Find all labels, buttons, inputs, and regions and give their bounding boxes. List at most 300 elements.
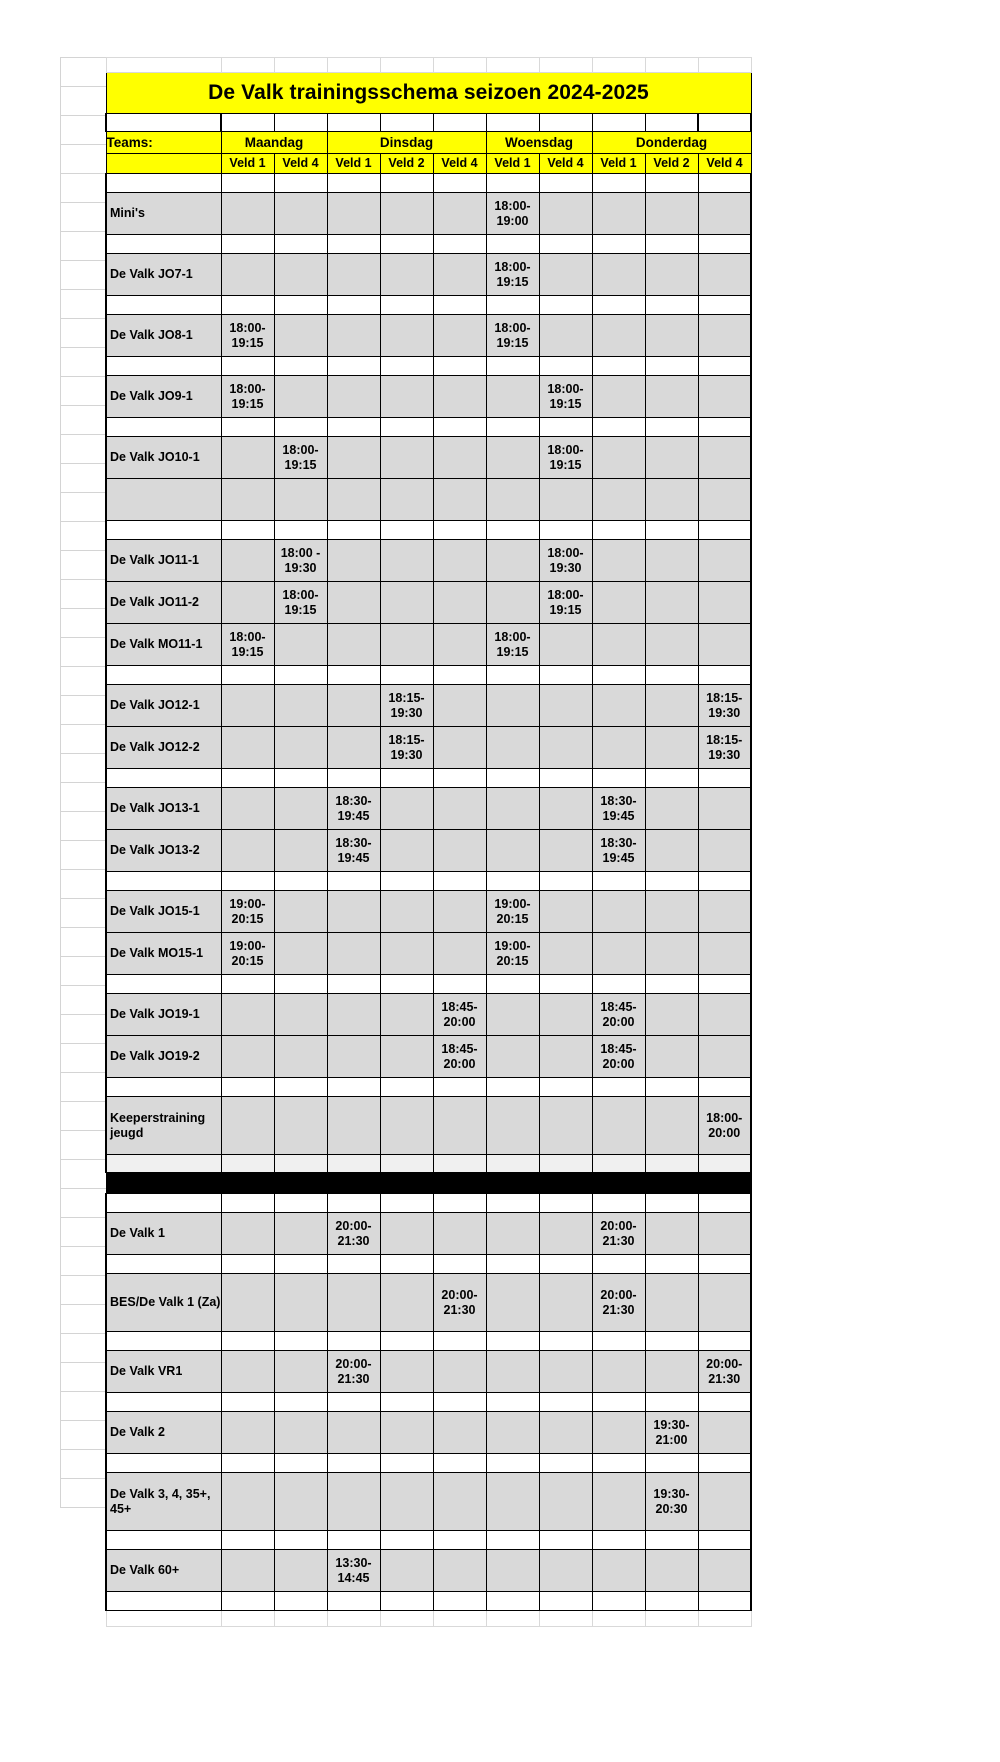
empty-slot-cell[interactable] [539, 1550, 592, 1592]
empty-slot-cell[interactable] [486, 479, 539, 521]
empty-slot-cell[interactable] [221, 1097, 274, 1155]
empty-slot-cell[interactable] [645, 933, 698, 975]
empty-slot-cell[interactable] [380, 1097, 433, 1155]
training-slot-cell[interactable] [327, 830, 380, 872]
empty-slot-cell[interactable] [486, 437, 539, 479]
empty-slot-cell[interactable] [327, 193, 380, 235]
empty-slot-cell[interactable] [698, 193, 751, 235]
empty-slot-cell[interactable] [486, 1036, 539, 1078]
empty-slot-cell[interactable] [486, 830, 539, 872]
empty-slot-cell[interactable] [645, 891, 698, 933]
empty-slot-cell[interactable] [539, 315, 592, 357]
empty-slot-cell[interactable] [274, 193, 327, 235]
empty-slot-cell[interactable] [274, 376, 327, 418]
table-row[interactable] [106, 891, 751, 933]
empty-slot-cell[interactable] [380, 376, 433, 418]
empty-slot-cell[interactable] [327, 1473, 380, 1531]
empty-slot-cell[interactable] [327, 479, 380, 521]
empty-slot-cell[interactable] [433, 315, 486, 357]
empty-slot-cell[interactable] [698, 254, 751, 296]
empty-slot-cell[interactable] [274, 479, 327, 521]
empty-slot-cell[interactable] [327, 994, 380, 1036]
empty-slot-cell[interactable] [433, 479, 486, 521]
empty-slot-cell[interactable] [645, 437, 698, 479]
empty-slot-cell[interactable] [221, 437, 274, 479]
empty-slot-cell[interactable] [698, 891, 751, 933]
empty-slot-cell[interactable] [592, 933, 645, 975]
empty-slot-cell[interactable] [539, 933, 592, 975]
empty-slot-cell[interactable] [698, 1412, 751, 1454]
empty-slot-cell[interactable] [221, 1213, 274, 1255]
empty-slot-cell[interactable] [380, 830, 433, 872]
spacer-cell [486, 1078, 539, 1097]
empty-slot-cell[interactable] [274, 624, 327, 666]
table-row[interactable] [106, 830, 751, 872]
training-slot-cell[interactable] [698, 1351, 751, 1393]
empty-slot-cell[interactable] [592, 376, 645, 418]
empty-slot-cell[interactable] [645, 685, 698, 727]
empty-slot-cell[interactable] [380, 479, 433, 521]
empty-slot-cell[interactable] [433, 891, 486, 933]
empty-slot-cell[interactable] [274, 254, 327, 296]
spacer-row [106, 357, 751, 376]
training-slot-cell[interactable] [221, 624, 274, 666]
empty-slot-cell[interactable] [327, 1412, 380, 1454]
empty-slot-cell[interactable] [486, 540, 539, 582]
empty-slot-cell[interactable] [645, 727, 698, 769]
empty-slot-cell[interactable] [380, 540, 433, 582]
empty-slot-cell[interactable] [486, 1473, 539, 1531]
empty-slot-cell[interactable] [645, 1351, 698, 1393]
table-row[interactable] [106, 1097, 751, 1155]
training-slot-cell[interactable] [539, 582, 592, 624]
spacer-cell [327, 521, 380, 540]
empty-slot-cell[interactable] [698, 994, 751, 1036]
empty-slot-cell[interactable] [433, 933, 486, 975]
empty-slot-cell[interactable] [327, 891, 380, 933]
table-row[interactable] [106, 254, 751, 296]
empty-slot-cell[interactable] [698, 1550, 751, 1592]
slot-start-time: 18:45- [600, 1041, 637, 1056]
empty-slot-cell[interactable] [433, 582, 486, 624]
empty-slot-cell[interactable] [539, 788, 592, 830]
spacer-cell [274, 975, 327, 994]
table-row[interactable] [106, 1473, 751, 1531]
table-row[interactable] [106, 727, 751, 769]
training-slot-cell[interactable] [486, 254, 539, 296]
empty-slot-cell[interactable] [486, 685, 539, 727]
empty-slot-cell[interactable] [327, 933, 380, 975]
empty-slot-cell[interactable] [645, 830, 698, 872]
spacer-cell [486, 357, 539, 376]
gutter-row [61, 754, 106, 783]
empty-slot-cell[interactable] [645, 1097, 698, 1155]
empty-slot-cell[interactable] [539, 624, 592, 666]
training-slot-cell[interactable] [486, 193, 539, 235]
empty-slot-cell[interactable] [274, 727, 327, 769]
empty-slot-cell[interactable] [327, 315, 380, 357]
empty-slot-cell[interactable] [539, 1213, 592, 1255]
empty-slot-cell[interactable] [327, 1274, 380, 1332]
empty-slot-cell[interactable] [645, 582, 698, 624]
empty-slot-cell[interactable] [539, 891, 592, 933]
empty-slot-cell[interactable] [433, 1097, 486, 1155]
training-slot-cell[interactable] [221, 315, 274, 357]
empty-slot-cell[interactable] [592, 540, 645, 582]
training-slot-cell[interactable] [592, 1036, 645, 1078]
table-row[interactable] [106, 788, 751, 830]
empty-slot-cell[interactable] [433, 193, 486, 235]
empty-slot-cell[interactable] [274, 1351, 327, 1393]
spacer-cell [327, 1194, 380, 1213]
empty-slot-cell[interactable] [592, 254, 645, 296]
training-slot-cell[interactable] [539, 540, 592, 582]
training-slot-cell[interactable] [592, 788, 645, 830]
slot-end-time: 21:30 [602, 1302, 635, 1317]
pale-cell [433, 1155, 486, 1173]
empty-slot-cell[interactable] [433, 437, 486, 479]
empty-slot-cell[interactable] [433, 376, 486, 418]
empty-slot-cell[interactable] [327, 540, 380, 582]
table-row[interactable] [106, 479, 751, 521]
spacer-cell [539, 1592, 592, 1611]
training-slot-cell[interactable] [327, 1213, 380, 1255]
slot-end-time: 20:00 [602, 1014, 635, 1029]
table-row[interactable] [106, 1274, 751, 1332]
training-slot-cell[interactable] [433, 1036, 486, 1078]
empty-slot-cell[interactable] [327, 1097, 380, 1155]
team-name-cell: De Valk JO12-2 [106, 727, 221, 769]
training-slot-cell[interactable] [698, 1097, 751, 1155]
empty-slot-cell[interactable] [380, 1550, 433, 1592]
empty-slot-cell[interactable] [380, 1274, 433, 1332]
training-slot-cell[interactable] [274, 582, 327, 624]
empty-slot-cell[interactable] [539, 1351, 592, 1393]
empty-slot-cell[interactable] [486, 1550, 539, 1592]
spacer-cell [106, 1531, 221, 1550]
empty-slot-cell[interactable] [274, 1550, 327, 1592]
spacer-cell [274, 418, 327, 437]
empty-slot-cell[interactable] [592, 1351, 645, 1393]
gutter-row [61, 1450, 106, 1479]
training-slot-cell[interactable] [486, 933, 539, 975]
slot-end-time: 19:30 [708, 705, 741, 720]
empty-slot-cell[interactable] [645, 1213, 698, 1255]
training-slot-cell[interactable] [327, 788, 380, 830]
spacer-cell [106, 1332, 221, 1351]
empty-slot-cell[interactable] [698, 540, 751, 582]
empty-slot-cell[interactable] [221, 685, 274, 727]
table-row[interactable] [106, 1412, 751, 1454]
training-slot-cell[interactable] [645, 1473, 698, 1531]
empty-slot-cell[interactable] [327, 727, 380, 769]
empty-slot-cell[interactable] [274, 788, 327, 830]
empty-slot-cell[interactable] [380, 1412, 433, 1454]
slot-start-time: 18:45- [600, 999, 637, 1014]
empty-slot-cell[interactable] [274, 994, 327, 1036]
empty-slot-cell[interactable] [327, 685, 380, 727]
empty-slot-cell[interactable] [433, 788, 486, 830]
table-row[interactable] [106, 994, 751, 1036]
empty-slot-cell[interactable] [380, 582, 433, 624]
empty-slot-cell[interactable] [433, 1351, 486, 1393]
empty-slot-cell[interactable] [539, 1097, 592, 1155]
empty-slot-cell[interactable] [539, 1412, 592, 1454]
empty-slot-cell[interactable] [274, 1412, 327, 1454]
table-row[interactable] [106, 437, 751, 479]
training-slot-cell[interactable] [433, 994, 486, 1036]
training-slot-cell[interactable] [221, 376, 274, 418]
empty-slot-cell[interactable] [539, 994, 592, 1036]
empty-slot-cell[interactable] [274, 830, 327, 872]
empty-slot-cell[interactable] [380, 1351, 433, 1393]
empty-slot-cell[interactable] [645, 1550, 698, 1592]
empty-slot-cell[interactable] [539, 1274, 592, 1332]
table-row[interactable] [106, 624, 751, 666]
training-slot-cell[interactable] [380, 685, 433, 727]
spacer-cell [380, 1531, 433, 1550]
empty-slot-cell[interactable] [433, 1213, 486, 1255]
empty-slot-cell[interactable] [486, 727, 539, 769]
empty-slot-cell[interactable] [221, 788, 274, 830]
training-slot-cell[interactable] [698, 727, 751, 769]
table-row[interactable] [106, 1036, 751, 1078]
spacer-row [106, 769, 751, 788]
spacer-cell [274, 666, 327, 685]
empty-slot-cell[interactable] [221, 1473, 274, 1531]
empty-slot-cell[interactable] [698, 933, 751, 975]
empty-slot-cell[interactable] [433, 830, 486, 872]
empty-slot-cell[interactable] [698, 1213, 751, 1255]
empty-slot-cell[interactable] [221, 1351, 274, 1393]
training-slot-cell[interactable] [592, 994, 645, 1036]
empty-slot-cell[interactable] [486, 1274, 539, 1332]
empty-slot-cell[interactable] [539, 193, 592, 235]
slot-start-time: 18:30- [335, 793, 372, 808]
empty-slot-cell[interactable] [539, 1473, 592, 1531]
empty-slot-cell[interactable] [592, 1550, 645, 1592]
empty-slot-cell[interactable] [274, 1274, 327, 1332]
training-slot-cell[interactable] [274, 540, 327, 582]
training-slot-cell[interactable] [380, 727, 433, 769]
empty-slot-cell[interactable] [592, 1473, 645, 1531]
empty-slot-cell[interactable] [592, 193, 645, 235]
spacer-cell [380, 975, 433, 994]
training-slot-cell[interactable] [221, 933, 274, 975]
team-name-cell: De Valk VR1 [106, 1351, 221, 1393]
table-row[interactable] [106, 193, 751, 235]
slot-start-time: 18:15- [388, 732, 425, 747]
table-row[interactable] [106, 685, 751, 727]
table-row[interactable] [106, 582, 751, 624]
empty-slot-cell[interactable] [698, 624, 751, 666]
table-row[interactable] [106, 933, 751, 975]
empty-slot-cell[interactable] [698, 437, 751, 479]
empty-slot-cell[interactable] [539, 685, 592, 727]
empty-slot-cell[interactable] [274, 315, 327, 357]
empty-slot-cell[interactable] [592, 315, 645, 357]
spacer-cell [698, 1255, 751, 1274]
empty-slot-cell[interactable] [645, 193, 698, 235]
empty-slot-cell[interactable] [698, 1473, 751, 1531]
spacer-row [106, 1393, 751, 1412]
empty-slot-cell[interactable] [327, 376, 380, 418]
empty-slot-cell[interactable] [221, 1412, 274, 1454]
empty-slot-cell[interactable] [592, 1412, 645, 1454]
empty-slot-cell[interactable] [539, 1036, 592, 1078]
empty-slot-cell[interactable] [592, 727, 645, 769]
empty-slot-cell[interactable] [645, 376, 698, 418]
training-slot-cell[interactable] [592, 1274, 645, 1332]
training-slot-cell[interactable] [645, 1412, 698, 1454]
spacer-cell [486, 1454, 539, 1473]
empty-slot-cell[interactable] [645, 994, 698, 1036]
empty-slot-cell[interactable] [380, 193, 433, 235]
spacer-cell [221, 1078, 274, 1097]
table-row[interactable] [106, 376, 751, 418]
empty-slot-cell[interactable] [698, 582, 751, 624]
empty-slot-cell[interactable] [274, 1213, 327, 1255]
empty-slot-cell[interactable] [592, 582, 645, 624]
empty-slot-cell[interactable] [327, 254, 380, 296]
empty-slot-cell[interactable] [221, 254, 274, 296]
training-slot-cell[interactable] [592, 1213, 645, 1255]
empty-slot-cell[interactable] [433, 1412, 486, 1454]
empty-slot-cell[interactable] [221, 479, 274, 521]
table-row[interactable] [106, 315, 751, 357]
empty-slot-cell[interactable] [645, 479, 698, 521]
empty-slot-cell[interactable] [645, 315, 698, 357]
empty-slot-cell[interactable] [539, 727, 592, 769]
empty-slot-cell[interactable] [698, 788, 751, 830]
training-slot-cell[interactable] [486, 891, 539, 933]
training-slot-cell[interactable] [486, 315, 539, 357]
table-row[interactable] [106, 540, 751, 582]
empty-slot-cell[interactable] [433, 1473, 486, 1531]
empty-slot-cell[interactable] [221, 1036, 274, 1078]
training-slot-cell[interactable] [592, 830, 645, 872]
empty-slot-cell[interactable] [380, 994, 433, 1036]
table-row[interactable] [106, 1213, 751, 1255]
empty-slot-cell[interactable] [698, 1274, 751, 1332]
empty-slot-cell[interactable] [698, 1036, 751, 1078]
empty-slot-cell[interactable] [645, 540, 698, 582]
training-slot-cell[interactable] [433, 1274, 486, 1332]
empty-slot-cell[interactable] [221, 582, 274, 624]
empty-slot-cell[interactable] [645, 254, 698, 296]
training-slot-cell[interactable] [274, 437, 327, 479]
field-header-cell: Veld 1 [221, 154, 274, 174]
empty-slot-cell[interactable] [592, 624, 645, 666]
empty-slot-cell[interactable] [380, 933, 433, 975]
empty-slot-cell[interactable] [592, 891, 645, 933]
table-row[interactable] [106, 1351, 751, 1393]
empty-slot-cell[interactable] [221, 994, 274, 1036]
empty-slot-cell[interactable] [486, 994, 539, 1036]
empty-slot-cell[interactable] [274, 1097, 327, 1155]
empty-slot-cell[interactable] [380, 624, 433, 666]
empty-slot-cell[interactable] [592, 479, 645, 521]
empty-slot-cell[interactable] [433, 727, 486, 769]
empty-slot-cell[interactable] [221, 193, 274, 235]
empty-slot-cell[interactable] [486, 788, 539, 830]
spacer-cell [327, 235, 380, 254]
empty-slot-cell[interactable] [380, 891, 433, 933]
empty-slot-cell[interactable] [433, 685, 486, 727]
empty-slot-cell[interactable] [380, 1473, 433, 1531]
training-slot-cell[interactable] [486, 624, 539, 666]
empty-slot-cell[interactable] [486, 1213, 539, 1255]
empty-slot-cell[interactable] [327, 624, 380, 666]
empty-slot-cell[interactable] [698, 376, 751, 418]
empty-slot-cell[interactable] [221, 727, 274, 769]
empty-slot-cell[interactable] [486, 582, 539, 624]
empty-slot-cell[interactable] [645, 1274, 698, 1332]
empty-slot-cell[interactable] [645, 788, 698, 830]
empty-slot-cell[interactable] [274, 933, 327, 975]
empty-slot-cell[interactable] [645, 624, 698, 666]
spacer-cell [433, 235, 486, 254]
empty-slot-cell[interactable] [539, 479, 592, 521]
field-header-cell: Veld 2 [380, 154, 433, 174]
training-slot-cell[interactable] [327, 1550, 380, 1592]
empty-slot-cell[interactable] [380, 254, 433, 296]
empty-slot-cell[interactable] [274, 685, 327, 727]
training-slot-cell[interactable] [221, 891, 274, 933]
empty-slot-cell[interactable] [380, 1036, 433, 1078]
empty-slot-cell[interactable] [433, 540, 486, 582]
empty-slot-cell[interactable] [380, 437, 433, 479]
empty-slot-cell[interactable] [221, 1550, 274, 1592]
empty-slot-cell[interactable] [274, 891, 327, 933]
empty-slot-cell[interactable] [539, 254, 592, 296]
empty-slot-cell[interactable] [327, 1036, 380, 1078]
empty-slot-cell[interactable] [221, 1274, 274, 1332]
empty-slot-cell[interactable] [433, 624, 486, 666]
empty-slot-cell[interactable] [433, 1550, 486, 1592]
empty-slot-cell[interactable] [486, 376, 539, 418]
empty-slot-cell[interactable] [698, 315, 751, 357]
empty-slot-cell[interactable] [592, 1097, 645, 1155]
empty-slot-cell[interactable] [486, 1412, 539, 1454]
empty-slot-cell[interactable] [486, 1097, 539, 1155]
empty-slot-cell[interactable] [433, 254, 486, 296]
empty-slot-cell[interactable] [274, 1473, 327, 1531]
empty-slot-cell[interactable] [539, 830, 592, 872]
empty-slot-cell[interactable] [698, 830, 751, 872]
empty-slot-cell[interactable] [327, 582, 380, 624]
training-slot-cell[interactable] [698, 685, 751, 727]
empty-slot-cell[interactable] [380, 788, 433, 830]
sheet-cell [106, 1611, 221, 1627]
training-slot-cell[interactable] [539, 376, 592, 418]
empty-slot-cell[interactable] [698, 479, 751, 521]
empty-slot-cell[interactable] [380, 315, 433, 357]
empty-slot-cell[interactable] [592, 437, 645, 479]
table-row[interactable] [106, 1550, 751, 1592]
empty-slot-cell[interactable] [221, 540, 274, 582]
empty-slot-cell[interactable] [380, 1213, 433, 1255]
training-slot-cell[interactable] [539, 437, 592, 479]
empty-slot-cell[interactable] [221, 830, 274, 872]
gutter-row [61, 1189, 106, 1218]
empty-slot-cell[interactable] [645, 1036, 698, 1078]
empty-slot-cell[interactable] [327, 437, 380, 479]
empty-slot-cell[interactable] [486, 1351, 539, 1393]
empty-slot-cell[interactable] [592, 685, 645, 727]
empty-slot-cell[interactable] [274, 1036, 327, 1078]
training-slot-cell[interactable] [327, 1351, 380, 1393]
